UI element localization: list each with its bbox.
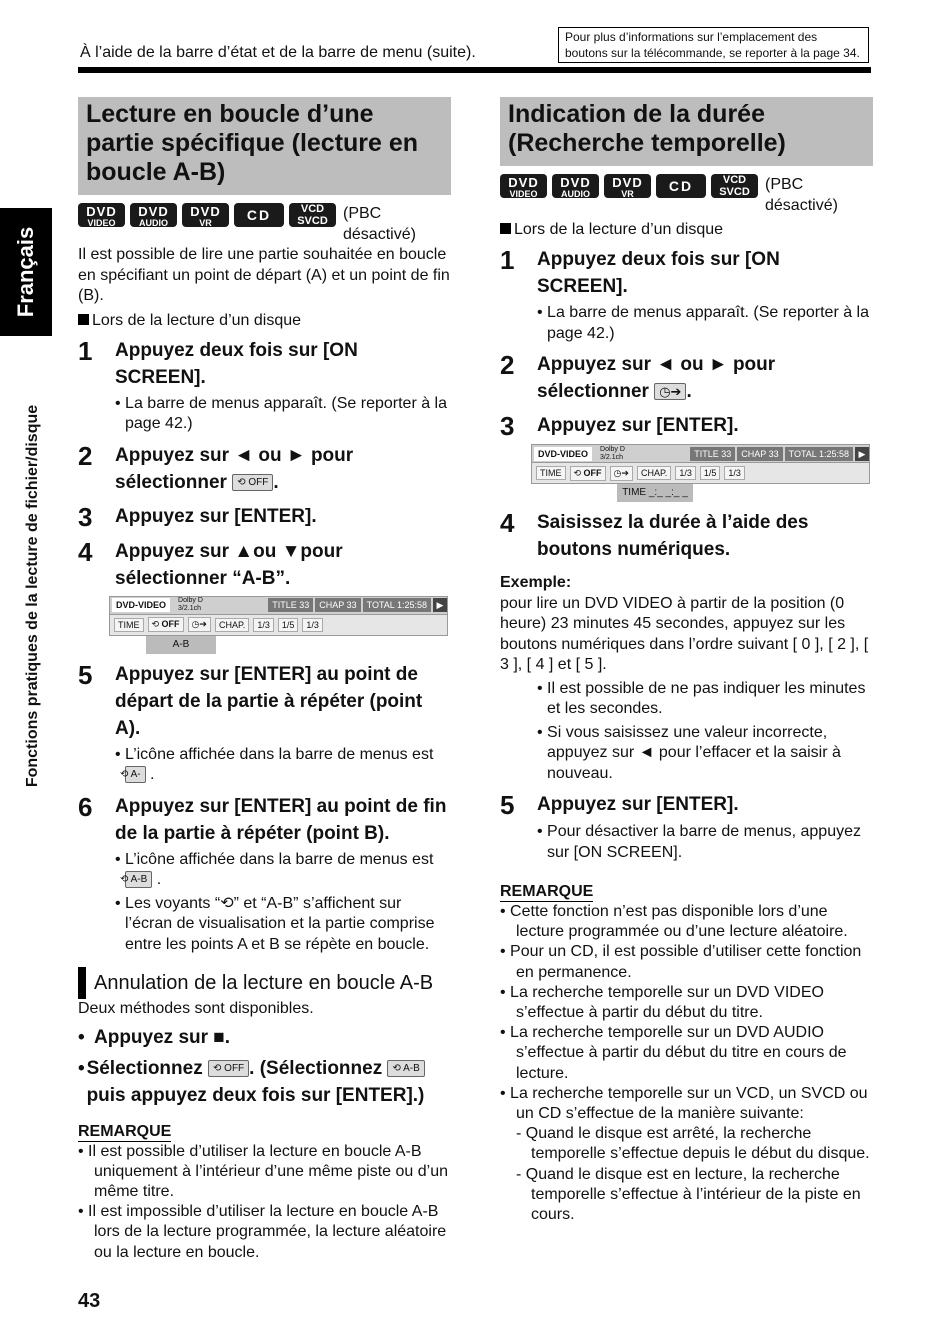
square-bullet-icon — [78, 314, 89, 325]
ab-intro: Il est possible de lire une partie souhaitée en boucle en spécifiant un point de départ (A) et un point de fin (B). — [78, 246, 450, 304]
cancel-method-2: • Sélectionnez ⟲ OFF . (Sélectionnez ⟲ A-B puis appuyez deux fois sur [ENTER].) — [78, 1057, 425, 1106]
remark-dash-2: - Quand le disque est en lecture, la recherche temporelle s’effectue à l’intérieur de la piste en cours. — [516, 1165, 861, 1224]
remark-right-3: • La recherche temporelle sur un DVD VIDEO s’effectue à partir du début du titre. — [500, 983, 824, 1022]
disc-icons-left — [78, 203, 451, 245]
square-bullet-icon — [500, 223, 511, 234]
step-4-right: 4 Saisissez la durée à l’aide des boutons numériques. — [500, 508, 809, 560]
step-4-left: 4 Appuyez sur ▲ou ▼pour sélectionner “A-B”. — [78, 536, 343, 589]
right-column — [500, 97, 873, 1225]
remark-right-4: • La recherche temporelle sur un DVD AUDIO s’effectue à partir du début du titre en cours de lecture. — [500, 1024, 847, 1082]
step-1-left-note: • La barre de menus apparaît. (Se reporter à la page 42.) — [115, 394, 448, 432]
step-3-right: 3 Appuyez sur [ENTER]. — [500, 411, 739, 441]
step-1-right-note: • La barre de menus apparaît. (Se reporter à la page 42.) — [537, 304, 870, 342]
step-5-right-note: • Pour désactiver la barre de menus, appuyez sur [ON SCREEN]. — [537, 823, 861, 861]
cancel-method-1: • Appuyez sur ■. — [78, 1026, 231, 1048]
language-tab — [0, 208, 52, 336]
remark-left-1: • Il est possible d’utiliser la lecture en boucle A-B uniquement à l’intérieur d’une même piste ou d’un même titre. — [78, 1142, 448, 1200]
repeat-a-icon: ⟲ A- — [125, 766, 146, 783]
pbc-note: (PBC désactivé) — [765, 176, 838, 214]
remark-right-5: • La recherche temporelle sur un VCD, un SVCD ou un CD s’effectue de la manière suivante: — [500, 1084, 868, 1123]
time-search-title: Indication de la durée (Recherche temporelle) — [500, 97, 873, 166]
dvd-audio-icon: DVD AUDIO — [130, 203, 177, 227]
step-6-left: 6 Appuyez sur [ENTER] au point de fin de la partie à répéter (point B). — [78, 791, 447, 844]
cd-icon: CD — [234, 203, 284, 227]
example-note-2: • Si vous saisissez une valeur incorrecte, appuyez sur ◄ pour l’effacer et la saisir à nouveau. — [537, 723, 841, 782]
remark-title-left: REMARQUE — [78, 1122, 172, 1140]
cancel-intro: Deux méthodes sont disponibles. — [78, 1000, 314, 1017]
chapter-title: Fonctions pratiques de la lecture de fichier/disque — [24, 404, 41, 788]
ab-repeat-title: Lecture en boucle d’une partie spécifique (lecture en boucle A-B) — [78, 97, 451, 195]
left-column — [78, 97, 451, 1263]
remark-title-right: REMARQUE — [500, 883, 594, 900]
step-6-left-note: • L’icône affichée dans la barre de menus est ⟲ A-B . — [115, 850, 434, 888]
page-number: 43 — [78, 1290, 101, 1312]
pbc-note: (PBC désactivé) — [343, 205, 416, 243]
repeat-off-icon: ⟲ OFF — [232, 474, 273, 491]
example-note-1: • Il est possible de ne pas indiquer les minutes et les secondes. — [537, 679, 866, 717]
step-2-left: 2 Appuyez sur ◄ ou ► pour sélectionner ⟲ OFF . — [78, 440, 354, 493]
step-5-left: 5 Appuyez sur [ENTER] au point de départ de la partie à répéter (point A). — [78, 659, 423, 739]
language-label: Français — [13, 226, 38, 318]
cd-icon: CD — [656, 174, 706, 198]
dvd-vr-icon: DVD VR — [182, 203, 229, 227]
remark-right-2: • Pour un CD, il est possible d’utiliser cette fonction en permanence. — [500, 943, 862, 981]
lead-left: Lors de la lecture d’un disque — [78, 312, 451, 330]
disc-icons-right — [500, 174, 873, 216]
vcd-svcd-icon: VCD SVCD — [289, 203, 336, 227]
time-search-icon: ◷➔ — [654, 383, 686, 400]
step-1-right: 1 Appuyez deux fois sur [ON SCREEN]. — [500, 245, 780, 297]
remark-dash-1: - Quand le disque est arrêté, la recherche temporelle s’effectue depuis le début du disque. — [516, 1125, 870, 1163]
step-1-left: 1 Appuyez deux fois sur [ON SCREEN]. — [78, 335, 358, 388]
repeat-off-icon: ⟲ OFF — [208, 1060, 249, 1077]
header-rule — [78, 67, 871, 73]
step-5-right: 5 Appuyez sur [ENTER]. — [500, 790, 739, 820]
vcd-svcd-icon: VCD SVCD — [711, 174, 758, 198]
ab-option: A-B — [146, 636, 216, 654]
dvd-video-icon: DVD VIDEO — [78, 203, 125, 227]
time-entry-field: TIME _:_ _:_ _ — [617, 484, 693, 502]
example-title: Exemple: — [500, 574, 572, 591]
menubar-screenshot-left: DVD-VIDEO Dolby D 3/2.1ch TITLE 33 CHAP 33 TOTAL 1:25:58 ▶ TIME ⟲ OFF ◷➔ CHAP. 1/3 1/5 1/3 A-B — [109, 596, 448, 654]
remote-note-box: Pour plus d’informations sur l’emplacement des boutons sur la télécommande, se reporter à la page 34. — [558, 27, 869, 63]
step-6-left-note-2: • Les voyants “⟲” et “A-B” s’affichent sur l’écran de visualisation et la partie comprise entre les points A et B se répète en boucle. — [115, 894, 435, 953]
step-3-left: 3 Appuyez sur [ENTER]. — [78, 501, 317, 532]
step-5-left-note: • L’icône affichée dans la barre de menus est ⟲ A- . — [115, 745, 434, 783]
dvd-video-icon: DVD VIDEO — [500, 174, 547, 198]
remark-right-1: • Cette fonction n’est pas disponible lors d’une lecture programmée ou d’une lecture aléatoire. — [500, 903, 848, 941]
step-2-right: 2 Appuyez sur ◄ ou ► pour sélectionner ◷➔ . — [500, 350, 776, 402]
example-text: pour lire un DVD VIDEO à partir de la position (0 heure) 23 minutes 45 secondes, appuyez sur les boutons numériques dans l’ordre suivant [ 0 ], [ 2 ], [ 3 ], [ 4 ] et [ 5 ]. — [500, 594, 869, 673]
remark-left-2: • Il est impossible d’utiliser la lecture en boucle A-B lors de la lecture programmée, la lecture aléatoire ou la lecture en boucle. — [78, 1203, 447, 1261]
dvd-vr-icon: DVD VR — [604, 174, 651, 198]
menubar-screenshot-right: DVD-VIDEO Dolby D 3/2.1ch TITLE 33 CHAP 33 TOTAL 1:25:58 ▶ TIME ⟲ OFF ◷➔ CHAP. 1/3 1/5 1/3 TIME _:_ _:_ _ — [531, 444, 870, 502]
lead-right: Lors de la lecture d’un disque — [500, 221, 873, 239]
cancel-subheading: Annulation de la lecture en boucle A-B — [78, 967, 451, 999]
dvd-audio-icon: DVD AUDIO — [552, 174, 599, 198]
repeat-ab-icon: ⟲ A-B — [125, 871, 152, 888]
running-header: À l’aide de la barre d’état et de la barre de menu (suite). — [80, 44, 476, 61]
repeat-ab-icon: ⟲ A-B — [387, 1060, 424, 1077]
